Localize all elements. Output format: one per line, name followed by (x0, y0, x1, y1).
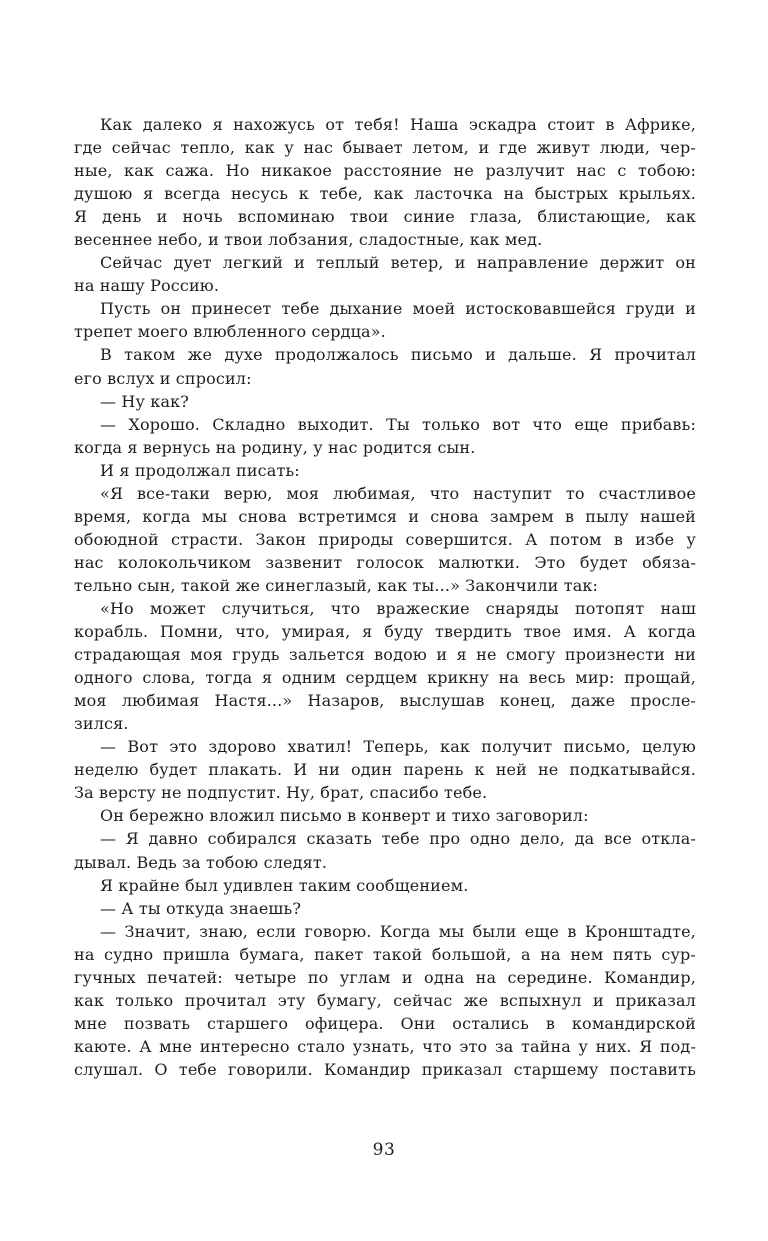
text-line: — Я давно собирался сказать тебе про одно дело, да все откла- (100, 829, 696, 849)
text-line: дывал. Ведь за тобою следят. (74, 852, 328, 872)
text-line: корабль. Помни, что, умирая, я буду твердить твое имя. А когда (74, 622, 696, 642)
text-line: — Ну как? (100, 391, 190, 411)
text-line: Он бережно вложил письмо в конверт и тихо заговорил: (100, 806, 589, 826)
text-line: на нашу Россию. (74, 276, 220, 296)
text-line: «Но может случиться, что вражеские снаряды потопят наш (100, 598, 696, 618)
text-line: неделю будет плакать. И ни один парень к ней не подкатывайся. (74, 760, 696, 780)
text-line: где сейчас тепло, как у нас бывает летом, и где живут люди, чер- (74, 138, 696, 158)
text-line: обоюдной страсти. Закон природы совершится. А потом в избе у (74, 529, 696, 549)
page-body-text (74, 113, 696, 1081)
text-line: время, когда мы снова встретимся и снова замрем в пылу нашей (74, 506, 696, 526)
text-line: весеннее небо, и твои лобзания, сладостные, как мед. (74, 230, 543, 250)
text-line: Сейчас дует легкий и теплый ветер, и направление держит он (100, 253, 696, 273)
text-line: одного слова, тогда я одним сердцем крикну на весь мир: прощай, (74, 668, 696, 688)
text-line: на судно пришла бумага, пакет такой большой, а на нем пять сур- (74, 944, 696, 964)
text-line: его вслух и спросил: (74, 368, 252, 388)
text-line: Я день и ночь вспоминаю твои синие глаза, блистающие, как (74, 207, 696, 227)
text-line: тельно сын, такой же синеглазый, как ты...» Закончили так: (74, 575, 599, 595)
text-line: гучных печатей: четыре по углам и одна на середине. Командир, (74, 967, 696, 987)
text-line: трепет моего влюбленного сердца». (74, 322, 386, 342)
text-line: В таком же духе продолжалось письмо и дальше. Я прочитал (100, 345, 696, 365)
text-line: моя любимая Настя...» Назаров, выслушав конец, даже просле- (74, 691, 696, 711)
text-line: — А ты откуда знаешь? (100, 898, 302, 918)
text-line: — Вот это здорово хватил! Теперь, как получит письмо, целую (100, 737, 696, 757)
text-line: как только прочитал эту бумагу, сейчас же вспыхнул и приказал (74, 990, 696, 1010)
text-line: — Значит, знаю, если говорю. Когда мы были еще в Кронштадте, (100, 921, 696, 941)
text-line: Пусть он принесет тебе дыхание моей истосковавшейся груди и (100, 299, 696, 319)
text-line: ные, как сажа. Но никакое расстояние не разлучит нас с тобою: (74, 161, 696, 181)
text-line: страдающая моя грудь зальется водою и я не смогу произнести ни (74, 645, 696, 665)
text-line: Как далеко я нахожусь от тебя! Наша эскадра стоит в Африке, (100, 115, 696, 134)
text-line: нас колокольчиком зазвенит голосок малютки. Это будет обяза- (74, 552, 696, 572)
text-line: когда я вернусь на родину, у нас родится сын. (74, 437, 476, 457)
text-line: зился. (74, 714, 129, 734)
text-line: каюте. А мне интересно стало узнать, что это за тайна у них. Я под- (74, 1036, 696, 1056)
text-line: Я крайне был удивлен таким сообщением. (100, 875, 469, 895)
text-line: «Я все-таки верю, моя любимая, что наступит то счастливое (100, 483, 696, 503)
text-line: За версту не подпустит. Ну, брат, спасибо тебе. (74, 783, 488, 803)
text-line: душою я всегда несусь к тебе, как ласточка на быстрых крыльях. (74, 184, 696, 204)
text-line: — Хорошо. Складно выходит. Ты только вот что еще прибавь: (100, 414, 696, 434)
text-line: слушал. О тебе говорили. Командир приказал старшему поставить (74, 1059, 696, 1079)
page-number: 93 (372, 1140, 396, 1160)
text-line: И я продолжал писать: (100, 460, 300, 480)
text-line: мне позвать старшего офицера. Они остались в командирской (74, 1013, 696, 1033)
